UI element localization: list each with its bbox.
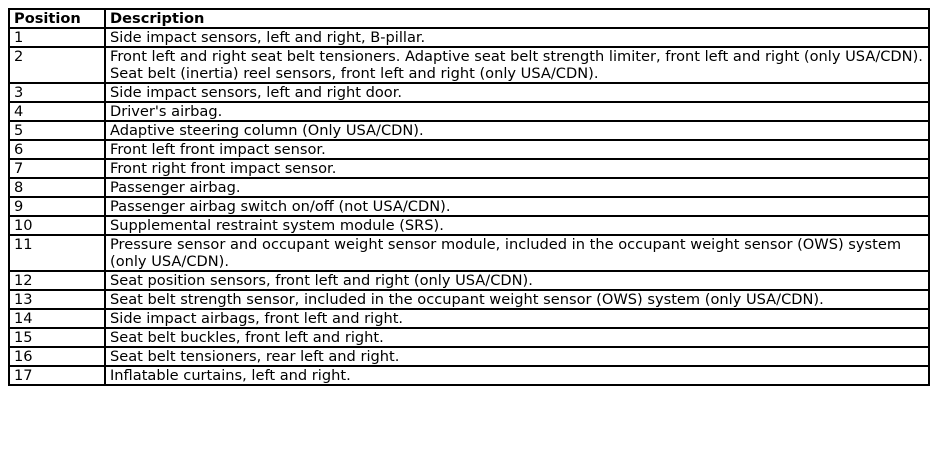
- description-cell: Seat position sensors, front left and right (only USA/CDN).: [105, 271, 929, 290]
- table-row: [9, 216, 929, 235]
- table-row: [9, 102, 929, 121]
- description-cell: Pressure sensor and occupant weight sensor module, included in the occupant weight sensor (OWS) system (only USA/CDN).: [105, 235, 929, 271]
- table-row: [9, 271, 929, 290]
- table-row: [9, 290, 929, 309]
- description-cell: Inflatable curtains, left and right.: [105, 366, 929, 385]
- position-cell: 15: [9, 328, 105, 347]
- position-cell: 12: [9, 271, 105, 290]
- description-header: Description: [105, 9, 929, 28]
- table-row: [9, 178, 929, 197]
- table-row: [9, 140, 929, 159]
- table-row: [9, 328, 929, 347]
- description-cell: Adaptive steering column (Only USA/CDN).: [105, 121, 929, 140]
- position-cell: 7: [9, 159, 105, 178]
- description-cell: Side impact sensors, left and right, B-pillar.: [105, 28, 929, 47]
- description-cell: Front right front impact sensor.: [105, 159, 929, 178]
- position-cell: 14: [9, 309, 105, 328]
- description-cell: Seat belt buckles, front left and right.: [105, 328, 929, 347]
- position-header: Position: [9, 9, 105, 28]
- table-row: [9, 309, 929, 328]
- description-cell: Front left and right seat belt tensioners. Adaptive seat belt strength limiter, front left and right (only USA/CDN). Seat belt (inertia) reel sensors, front left and right (only USA/CDN).: [105, 47, 929, 83]
- description-cell: Side impact airbags, front left and right.: [105, 309, 929, 328]
- position-cell: 6: [9, 140, 105, 159]
- position-cell: 5: [9, 121, 105, 140]
- table-row: [9, 347, 929, 366]
- position-cell: 11: [9, 235, 105, 271]
- table-row: [9, 121, 929, 140]
- description-cell: Front left front impact sensor.: [105, 140, 929, 159]
- table-row: [9, 197, 929, 216]
- header-row: [9, 9, 929, 28]
- position-cell: 13: [9, 290, 105, 309]
- position-cell: 16: [9, 347, 105, 366]
- position-cell: 3: [9, 83, 105, 102]
- table-row: [9, 366, 929, 385]
- position-cell: 1: [9, 28, 105, 47]
- table-row: [9, 159, 929, 178]
- description-cell: Passenger airbag switch on/off (not USA/CDN).: [105, 197, 929, 216]
- description-cell: Passenger airbag.: [105, 178, 929, 197]
- description-cell: Driver's airbag.: [105, 102, 929, 121]
- position-cell: 10: [9, 216, 105, 235]
- position-cell: 8: [9, 178, 105, 197]
- description-cell: Seat belt tensioners, rear left and right.: [105, 347, 929, 366]
- position-cell: 17: [9, 366, 105, 385]
- component-table: [8, 8, 930, 386]
- table-row: [9, 28, 929, 47]
- table-row: [9, 235, 929, 271]
- position-cell: 4: [9, 102, 105, 121]
- position-cell: 9: [9, 197, 105, 216]
- description-cell: Supplemental restraint system module (SRS).: [105, 216, 929, 235]
- description-cell: Seat belt strength sensor, included in the occupant weight sensor (OWS) system (only USA/CDN).: [105, 290, 929, 309]
- position-cell: 2: [9, 47, 105, 83]
- description-cell: Side impact sensors, left and right door.: [105, 83, 929, 102]
- table-row: [9, 83, 929, 102]
- table-row: [9, 47, 929, 83]
